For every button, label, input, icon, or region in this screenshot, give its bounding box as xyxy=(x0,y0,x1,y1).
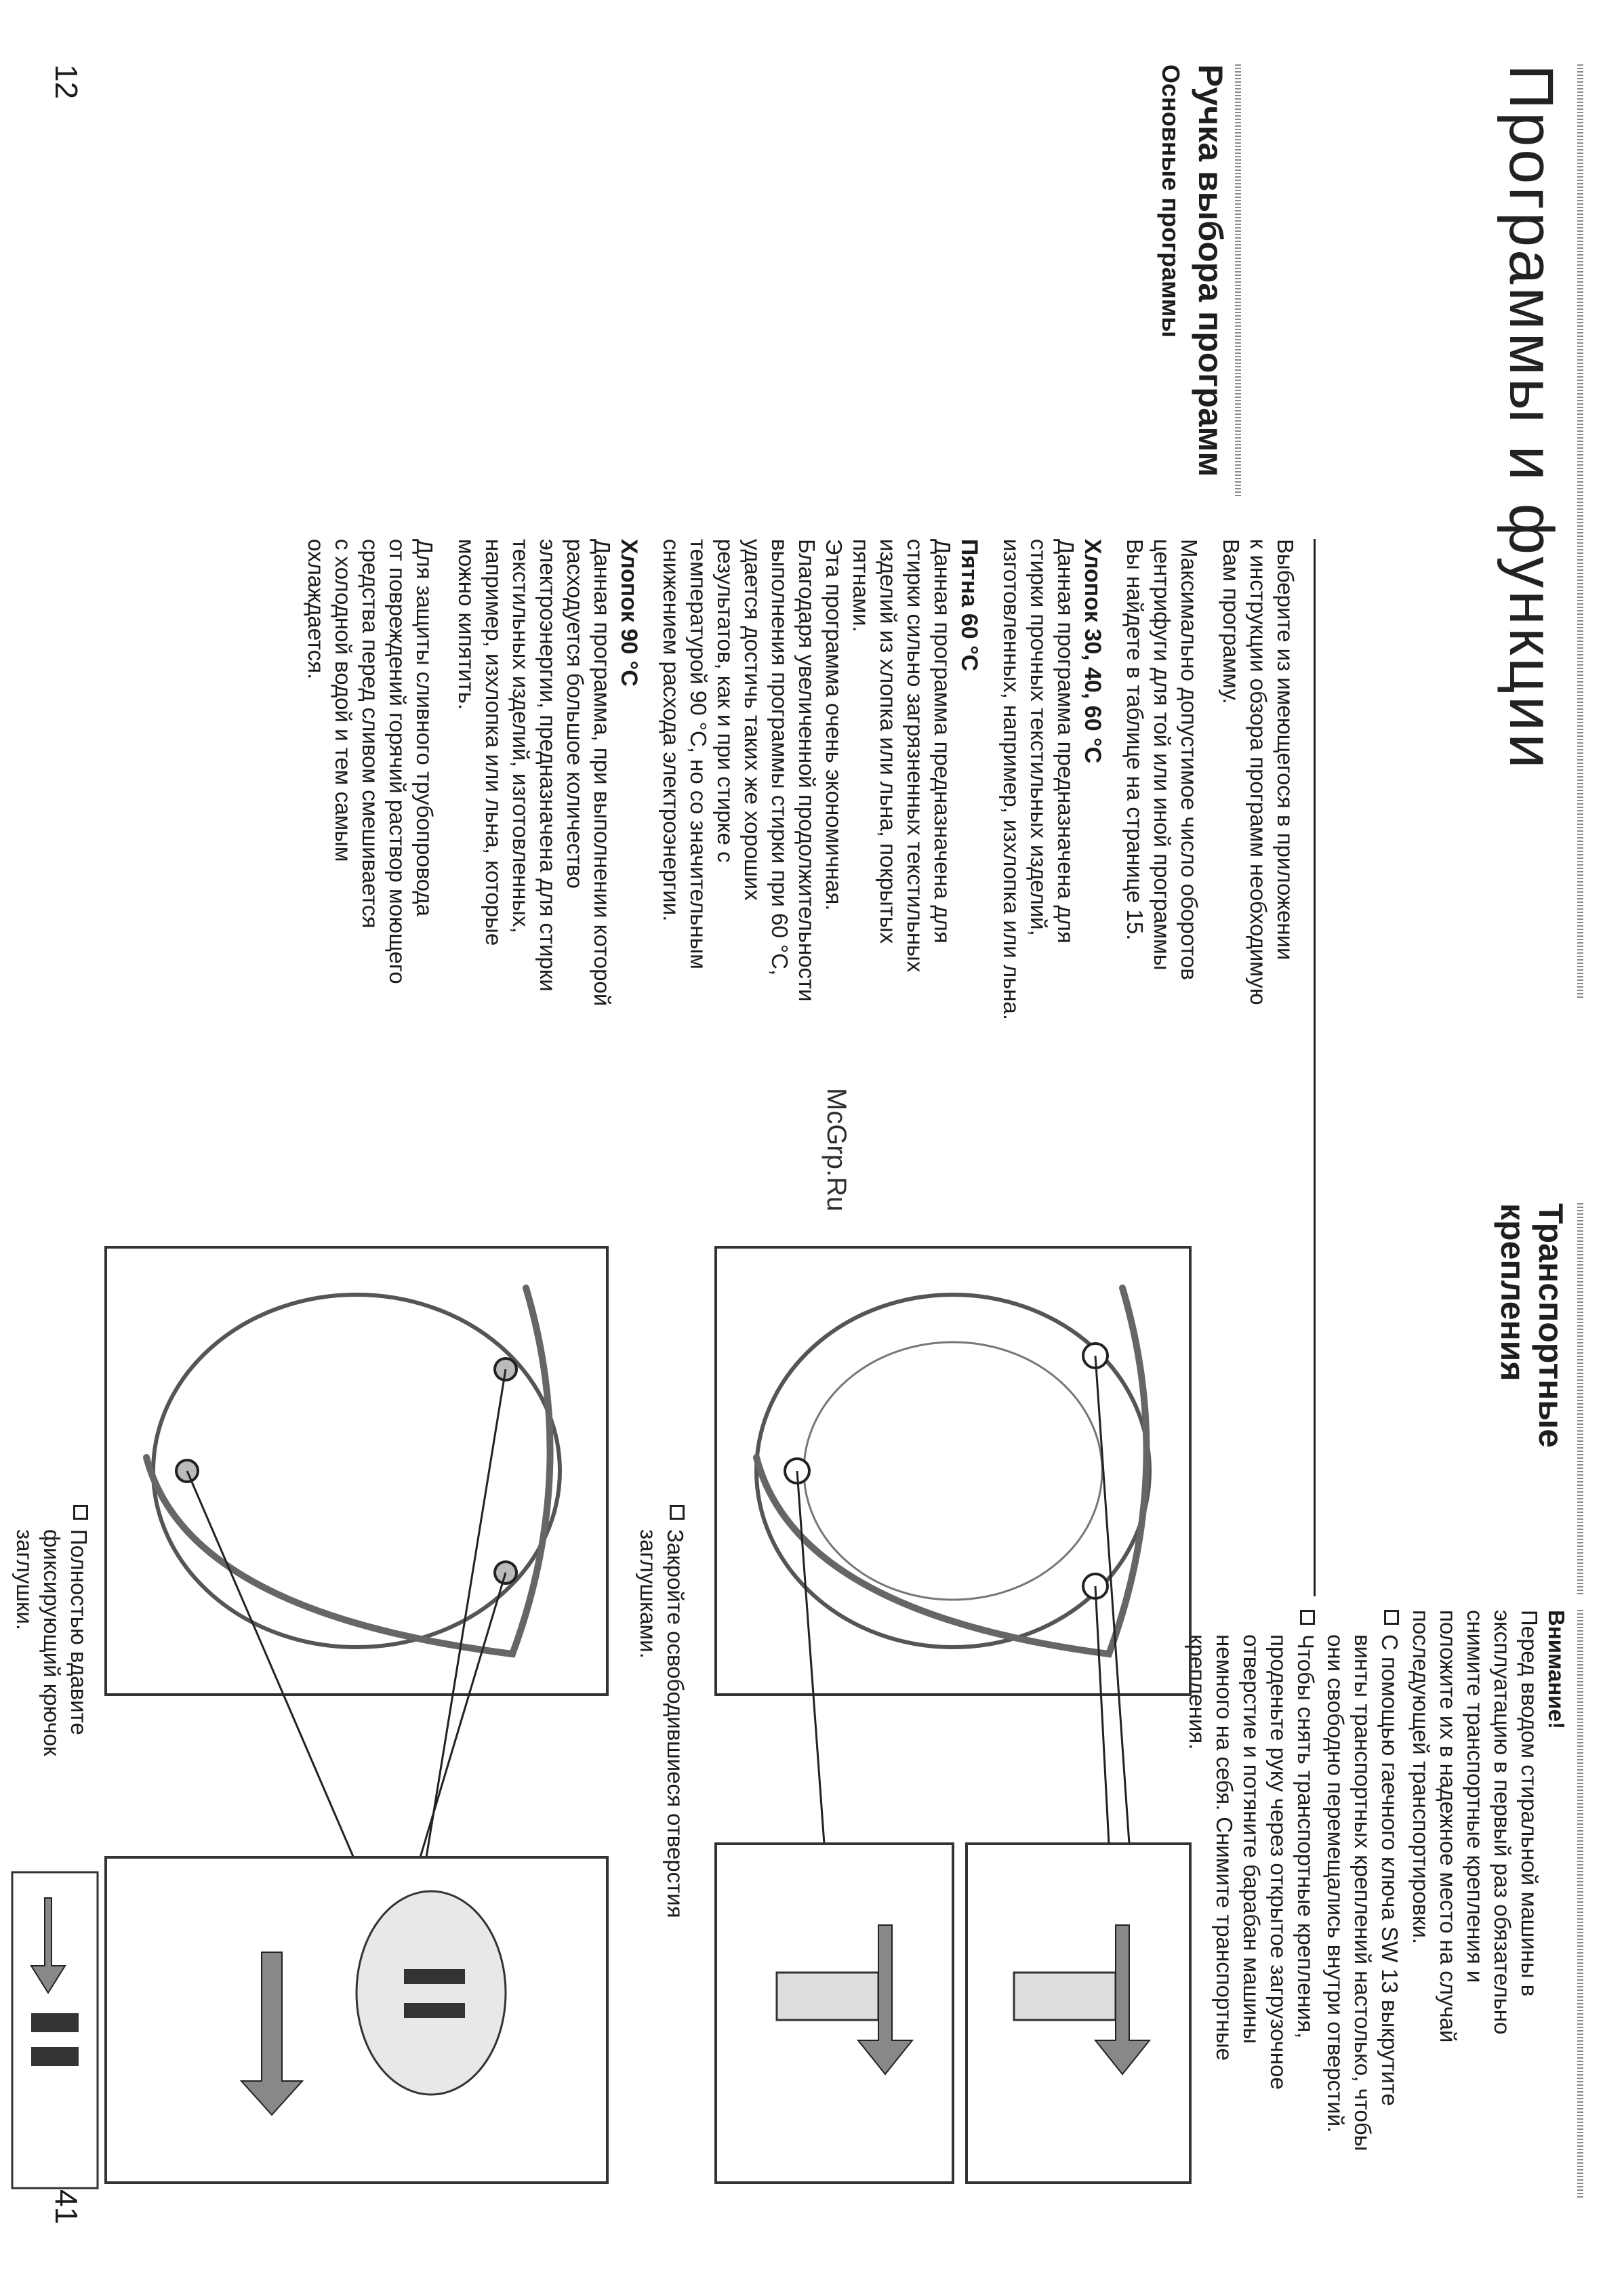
step-3-block xyxy=(632,1505,689,2183)
drum-inner xyxy=(804,1342,1102,1600)
warning-label: Внимание! xyxy=(1544,1610,1569,1729)
section-title: Ручка выбора программ xyxy=(1192,64,1230,477)
step-text: Полностью вдавите фиксирующий крючок заглушки. xyxy=(12,1529,92,1756)
title-underline xyxy=(1314,539,1316,1596)
page-number-left: 12 xyxy=(49,64,84,100)
checkbox-bullet-icon xyxy=(670,1505,685,1520)
intro-paragraph-1: Выберите из имеющегося в приложении к инструкции обзора программ необходимую Вам программу. xyxy=(1219,539,1298,1005)
warning-text: Перед вводом стиральной машины в эксплуатацию в первый раз обязательно снимите транспортные крепления и положите их в надежное место на случай последующей транспортировки. xyxy=(1408,1610,1542,2043)
checkbox-bullet-icon xyxy=(1300,1610,1315,1625)
step-item xyxy=(634,1505,689,2183)
bolt-detail-icon xyxy=(1014,1973,1116,2020)
right-top-hatch-rule xyxy=(1577,1610,1583,2200)
right-text-column xyxy=(1181,1610,1570,2200)
program-heading: Хлопок 90 °C xyxy=(616,539,642,687)
left-text-column xyxy=(287,539,1299,1149)
right-section-title: Транспортные крепления xyxy=(1494,1203,1570,1448)
transport-bolts-figure xyxy=(702,1234,1204,2196)
pointer-line xyxy=(187,1471,377,1912)
section-heading-block xyxy=(1156,64,1230,498)
right-section-hatch-rule xyxy=(1577,1203,1583,1596)
step-item xyxy=(1183,1610,1319,2200)
pointer-line xyxy=(797,1471,824,1844)
watermark-text: McGrp.Ru xyxy=(821,1088,851,1212)
cap-slot-icon xyxy=(404,1969,465,1984)
section-hatch-rule xyxy=(1235,64,1241,498)
checkbox-bullet-icon xyxy=(73,1505,88,1520)
cap-slot-icon xyxy=(404,2003,465,2018)
page-title: Программы и функции xyxy=(1497,64,1566,771)
checkbox-bullet-icon xyxy=(1384,1610,1399,1625)
program-heading: Хлопок 30, 40, 60 °C xyxy=(1080,539,1105,764)
step-item xyxy=(11,1505,92,1857)
press-hook-figure xyxy=(11,1871,99,2189)
title-hatch-rule xyxy=(1577,64,1583,1000)
step-text: С помощью гаечного ключа SW 13 выкрутите винты транспортных креплений настолько, чтобы они свободно перемещались внутри отверстий. xyxy=(1323,1634,1402,2151)
intro-paragraph-2: Максимально допустимое число оборотов центрифуги для той или иной программы Вы найдете в таблице на странице 15. xyxy=(1122,539,1202,980)
section-subtitle: Основные программы xyxy=(1157,64,1185,338)
page-number-right: 41 xyxy=(49,2189,84,2225)
step-text: Закройте освободившиеся отверстия заглушками. xyxy=(636,1529,688,1918)
program-heading: Пятна 60 °C xyxy=(956,539,982,672)
cap-detail-icon xyxy=(357,1891,506,2095)
hook-slot-icon xyxy=(31,2047,79,2066)
program-text: Данная программа предназначена для стирки сильно загрязненных текстильных изделий из хлопка или льна, покрытых пятнами. Эта программа очень экономичная. Благодаря увеличенной продолжительности выполнения программы стирки при 60 °C, удается достичь таких же хороших результатов, как и при стирке с температурой 90 °C, но со значительным снижением расхода электроэнергии. xyxy=(659,539,955,1002)
step-4-block xyxy=(8,1505,92,1857)
pointer-line xyxy=(1095,1586,1109,1844)
program-text: Данная программа, при выполнении которой расходуется большое количество электроэнергии, предназначена для стирки текстильных изделий, изготовленных, например, изхлопка или льна, которые можно кипятить. xyxy=(454,539,615,1007)
bolt-detail-icon xyxy=(777,1973,878,2020)
hook-slot-icon xyxy=(31,2013,79,2032)
step-text: Чтобы снять транспортные крепления, проденьте руку через открытое загрузочное отверстие и потяните барабан машины немного на себя. Снимите транспортные крепления. xyxy=(1185,1634,1318,2090)
detail-box-cap xyxy=(106,1857,607,2183)
caps-figure xyxy=(92,1234,621,2196)
step-item xyxy=(1322,1610,1403,2200)
program-text: Данная программа предназначена для стирки прочных текстильных изделий, изготовленных, например, изхлопка или льна. xyxy=(999,539,1078,1021)
closing-paragraph: Для защиты сливного трубопровода от повреждений горячий раствор моющего средства перед сливом смешивается с холодной водой и тем самым охлаждается. xyxy=(304,539,437,984)
